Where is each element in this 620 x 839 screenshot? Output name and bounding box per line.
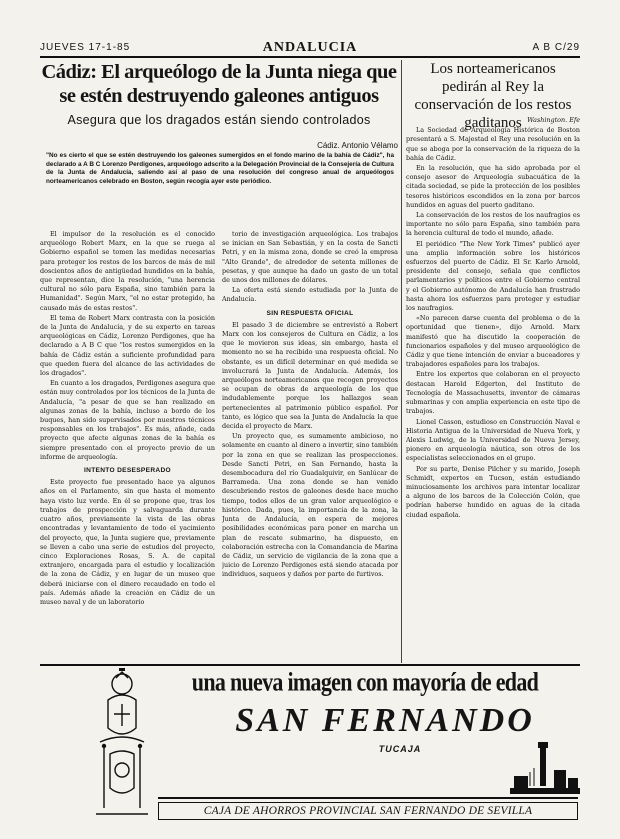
side-dateline: Washington. Efe (527, 116, 580, 124)
body-paragraph: El impulsor de la resolución es el conocido arqueólogo Robert Marx, en la que se ruega al Gobierno español se tomen las medidas necesarias para proteger los restos de los barcos de más de mil doscientos años de antigüedad hundidos en la bahía, que representan, dice la resolución, "una herencia cultural no sólo para España, sino también para la Humanidad". Según Marx, "el no estar protegido, ha causado más de estas restos". (40, 230, 215, 312)
crest-emblem-icon (86, 668, 158, 820)
main-subheadline: Asegura que los dragados están siendo controlados (67, 113, 371, 127)
body-paragraph: torio de investigación arqueológica. Los trabajos se inician en San Sebastián, y en la costa de Sancti Petri, y en la misma zona, donde se creó la empresa "Alto Grande", de alrededor de setenta millones de pesetas, y que aunque ha dado un gasto de un total de unos dos millones de dólares. (222, 230, 398, 285)
body-paragraph: «No parecen darse cuenta del problema o de la oportunidad que tienen», dijo Arnold. Marx manifestó que ha discutido la cooperación de funcionarios españoles y del museo arqueológico de Cádiz y que tiene intención de enviar a buceadores y trabajadores españoles para los trabajos. (406, 314, 580, 369)
byline: Cádiz. Antonio Vélamo (317, 141, 398, 150)
issue-date: JUEVES 17-1-85 (40, 42, 131, 53)
body-paragraph: El pasado 3 de diciembre se entrevistó a Robert Marx con los consejeros de Cultura en Cádiz, a los que le movieron sus ideas, sin embargo, hasta el momento no se ha recibido una respuesta oficial. No obstante, es un difícil determinar en qué medida se involucrará la Junta de Andalucía. Además, los arqueólogos norteamericanos que recogen proyectos se ocupan de obras de arqueología de los que indudablemente porque los hallazgos sean pertenecientes al patrimonio público español. Por tanto, es lógico que sea la Junta de Andalucía la que decida el proyecto de Marx. (222, 320, 398, 431)
main-article-column-1 (40, 230, 215, 660)
body-paragraph: Entre los expertos que colaboran en el proyecto destacan Harold Edgerton, del Instituto de Tecnología de Massachusetts, inventor de cámaras submarinas y con amplia experiencia en este tipo de trabajos. (406, 370, 580, 416)
city-skyline-icon (510, 742, 580, 798)
side-headline: Los norteamericanos pedirán al Rey la conservación de los restos gaditanos (414, 61, 572, 131)
bank-advertisement (40, 664, 580, 820)
lead-paragraph: "No es cierto el que se estén destruyendo los galeones sumergidos en el fondo marino de la bahía de Cádiz", ha declarado a A B C Lorenzo Perdigones, arqueólogo adscrito a la Delegación Provincial de la Consejería de Cultura de la Junta de Andalucía, saliendo así al paso de una resolución del congreso anual de arqueólogos norteamericanos celebrado en Boston, según recogía ayer este periódico. (46, 152, 394, 186)
body-paragraph: El periódico "The New York Times" publicó ayer una amplia información sobre los históricos esfuerzos del puerto de Cádiz. El Sr. Karlo Arnold, presidente del consejo, señala que conflictos parlamentarios y políticos entre el Gobierno central y el Gobierno autónomo de Andalucía han frustrado hasta ahora los esfuerzos para proteger y estudiar los naufragios. (406, 239, 580, 313)
ad-tagline: una nueva imagen con mayoría de edad (191, 666, 539, 697)
ad-footer: CAJA DE AHORROS PROVINCIAL SAN FERNANDO DE SEVILLA (158, 802, 578, 820)
subhead-intento: INTENTO DESESPERADO (84, 467, 171, 475)
side-article-column (406, 116, 580, 662)
main-article-header (40, 60, 398, 128)
page-header (40, 40, 580, 58)
body-paragraph: La oferta está siendo estudiada por la Junta de Andalucía. (222, 286, 398, 304)
ad-footer-rule (158, 797, 578, 799)
main-article-column-2 (222, 230, 398, 660)
body-paragraph: Un proyecto que, es sumamente ambicioso, no solamente en cuanto al dinero a invertir, sino también por la zona en que se realizan las prospecciones. Desde Sancti Petri, en San Fernando, hasta la desembocadura del río Guadalquivir, en Sanlúcar de Barrameda. Una zona donde se han venido descubriendo restos de galeones desde hace mucho tiempo, todos ellos de un gran valor arqueológico e histórico. Dada, pues, la importancia de la zona, la Junta de Andalucía, en espera de mejores posibilidades económicas para poner en marcha un plan de rescate submarino, ha dispuesto, en colaboración estrecha con la Comandancia de Marina de Cádiz, un servicio de vigilancia de la zona que a juicio de Lorenzo Perdigones está siendo atacada por individuos, saqueos y daños por parte de furtivos. (222, 432, 398, 579)
main-headline: Cádiz: El arqueólogo de la Junta niega que se estén destruyendo galeones antiguos (41, 61, 397, 107)
column-divider (401, 60, 402, 663)
body-paragraph: Lionel Casson, estudioso en Construcción Naval e Historia Antigua de la Universidad de Nueva York, y Alexis Ludwig, de la Universidad de Nueva Jersey, pionero en arqueología náutica, son otros de los especialistas seleccionados en el grupo. (406, 417, 580, 463)
body-paragraph: El tema de Robert Marx contrasta con la posición de la Junta de Andalucía, y de su experto en tareas arqueológicas en Cádiz, Lorenzo Perdigones, que ha declarado a A B C que "los restos sumergidos en la bahía de Cádiz están a suficiente profundidad para que queden fuera del alcance de las actividades de los dragados". (40, 313, 215, 378)
ad-brand-name: SAN FERNANDO (235, 702, 535, 739)
subhead-respuesta: SIN RESPUESTA OFICIAL (266, 309, 354, 317)
body-paragraph: En la resolución, que ha sido aprobada por el consejo asesor de Arqueología subacuática de la citada sociedad, se pide la protección de los posibles tesoros históricos escondidos en la zona por barcos hundidos en aguas del puerto gaditano. (406, 164, 580, 209)
section-title: ANDALUCIA (262, 40, 358, 55)
body-paragraph: Por su parte, Denise Pilcher y su marido, Joseph Schmidt, expertos en Tucson, están estudiando minuciosamente los archivos para intentar localizar a alguno de los barcos de la Colección Colón, que podrían haberse hundido en aguas de la citada ciudad española. (406, 464, 580, 519)
body-paragraph: En cuanto a los dragados, Perdigones asegura que están muy controlados por los técnicos de la Junta de Andalucía, "a pesar de que se han realizado en algunas zonas de la bahía, incluso a bordo de los buques, han sido supervisados por nuestros técnicos responsables en los trabajos". Es más, añade, cada proyecto que afecte algunas zonas de la bahía es siempre presentado con el proyecto previo de un informe de arqueología. (40, 379, 215, 461)
body-paragraph: La conservación de los restos de los naufragios es importante no sólo para España, sino también para la herencia cultural de todo el mundo, añade. (406, 211, 580, 238)
ad-brand-subtitle: TUCAJA (378, 744, 422, 754)
body-paragraph: La Sociedad de Arqueología Histórica de Boston presentará a S. Majestad el Rey una resolución en la que se aboga por la conservación de la riqueza de la bahía de Cádiz. (406, 126, 580, 162)
page-number: A B C/29 (532, 42, 580, 53)
body-paragraph: Este proyecto fue presentado hace ya algunos años en el Parlamento, sin que hasta el momento haya visto luz verde. En él se propone que, tras los trabajos de prospección y salvaguarda durante cuatro años, previamente la vista de las obras encontradas y levantamiento de todo el yacimiento del proyecto, que, la Junta sugiere que, previamente se lleven a cabo una serie de estudios del proyecto, cinco Exploraciones Rosas, S. A. de capital extranjero, encargada para el estudio y localización de la zona de Cádiz, y en lugar de un museo que deberá iniciarse con el dinero recaudado en todo el país. Además añade la creación en Cádiz de un museo naval y de un laboratorio (40, 478, 215, 606)
